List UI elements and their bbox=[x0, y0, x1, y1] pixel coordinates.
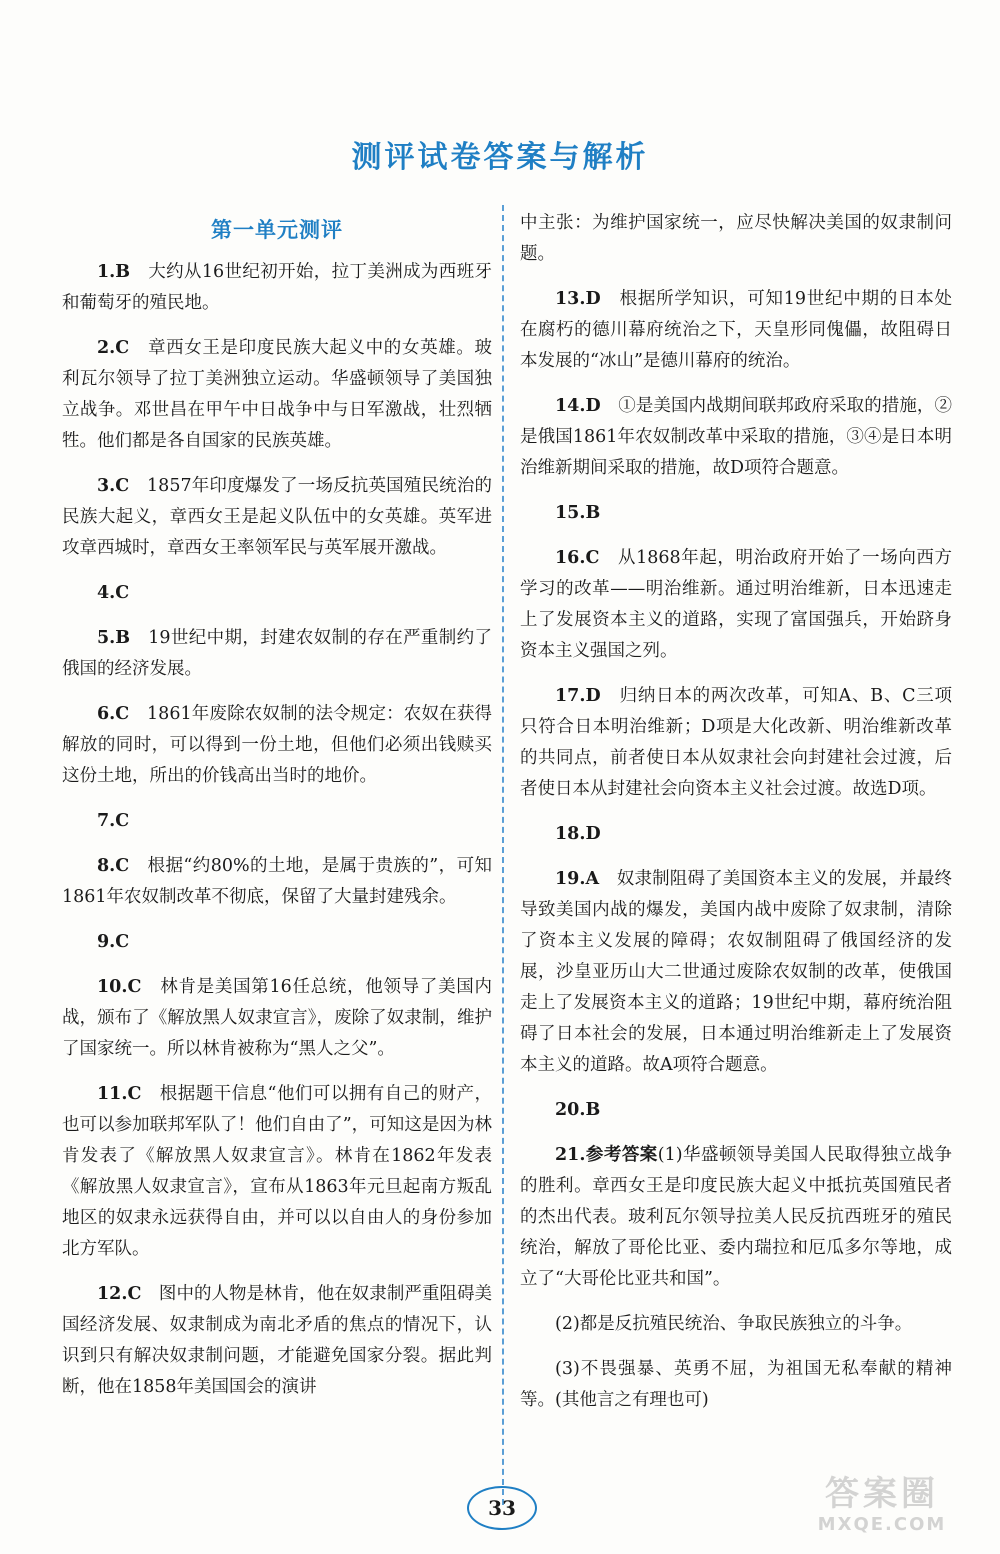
answer-number: 12.C bbox=[97, 1284, 142, 1304]
left-column bbox=[62, 208, 492, 1417]
answer-number: 19.A bbox=[555, 869, 600, 889]
answer-item bbox=[62, 623, 492, 685]
answer-number: 10.C bbox=[97, 977, 142, 997]
answer-item bbox=[520, 1309, 952, 1340]
answer-item bbox=[62, 1279, 492, 1403]
answer-number: 7.C bbox=[97, 811, 130, 831]
left-answer-list bbox=[62, 257, 492, 1403]
answer-explanation: (2)都是反抗殖民统治、争取民族独立的斗争。 bbox=[555, 1314, 913, 1334]
answer-explanation: 根据所学知识，可知19世纪中期的日本处在腐朽的德川幕府统治之下，天皇形同傀儡，故阻碍日本发展的“冰山”是德川幕府的统治。 bbox=[520, 289, 952, 371]
answer-item bbox=[62, 257, 492, 319]
answer-number: 3.C bbox=[97, 476, 130, 496]
answer-explanation: 大约从16世纪初开始，拉丁美洲成为西班牙和葡萄牙的殖民地。 bbox=[62, 262, 492, 313]
answer-explanation: 1857年印度爆发了一场反抗英国殖民统治的民族大起义，章西女王是起义队伍中的女英雄。英军进攻章西城时，章西女王率领军民与英军展开激战。 bbox=[62, 476, 492, 558]
answer-item bbox=[520, 284, 952, 377]
right-answer-list bbox=[520, 284, 952, 1416]
answer-number: 17.D bbox=[555, 686, 601, 706]
right-column bbox=[520, 208, 952, 1430]
answer-number: 5.B bbox=[97, 628, 131, 648]
answer-number: 4.C bbox=[97, 583, 130, 603]
answer-item bbox=[520, 391, 952, 484]
answer-number: 6.C bbox=[97, 704, 130, 724]
answer-explanation: 林肯是美国第16任总统，他领导了美国内战，颁布了《解放黑人奴隶宣言》，废除了奴隶制，维护了国家统一。所以林肯被称为“黑人之父”。 bbox=[62, 977, 492, 1059]
answer-explanation: (1)华盛顿领导美国人民取得独立战争的胜利。章西女王是印度民族大起义中抵抗英国殖民者的杰出代表。玻利瓦尔领导拉美人民反抗西班牙的殖民统治，解放了哥伦比亚、委内瑞拉和厄瓜多尔等地，成立了“大哥伦比亚共和国”。 bbox=[520, 1145, 952, 1289]
answer-item bbox=[520, 1095, 952, 1126]
answer-item bbox=[520, 864, 952, 1081]
answer-number: 16.C bbox=[555, 548, 600, 568]
answer-number: 9.C bbox=[97, 932, 130, 952]
answer-explanation: 1861年废除农奴制的法令规定：农奴在获得解放的同时，可以得到一份土地，但他们必须出钱赎买这份土地，所出的价钱高出当时的地价。 bbox=[62, 704, 492, 786]
answer-explanation: 奴隶制阻碍了美国资本主义的发展，并最终导致美国内战的爆发，美国内战中废除了奴隶制，清除了资本主义发展的障碍；农奴制阻碍了俄国经济的发展，沙皇亚历山大二世通过废除农奴制的改革，使俄国走上了发展资本主义的道路；19世纪中期，幕府统治阻碍了日本社会的发展，日本通过明治维新走上了发展资本主义的道路。故A项符合题意。 bbox=[520, 869, 952, 1075]
answer-number: 2.C bbox=[97, 338, 130, 358]
answer-explanation: 从1868年起，明治政府开始了一场向西方学习的改革——明治维新。通过明治维新，日本迅速走上了发展资本主义的道路，实现了富国强兵，开始跻身资本主义强国之列。 bbox=[520, 548, 952, 661]
answer-number: 13.D bbox=[555, 289, 601, 309]
answer-explanation: 归纳日本的两次改革，可知A、B、C三项只符合日本明治维新；D项是大化改新、明治维新改革的共同点，前者使日本从奴隶社会向封建社会过渡，后者使日本从封建社会向资本主义社会过渡。故选D项。 bbox=[520, 686, 952, 799]
answer-item bbox=[62, 471, 492, 564]
answer-item bbox=[62, 927, 492, 958]
answer-item bbox=[62, 578, 492, 609]
answer-explanation: 根据题干信息“他们可以拥有自己的财产，也可以参加联邦军队了！他们自由了”，可知这是因为林肯发表了《解放黑人奴隶宣言》。林肯在1862年发表《解放黑人奴隶宣言》，宣布从1863年元旦起南方叛乱地区的奴隶永远获得自由，并可以以自由人的身份参加北方军队。 bbox=[62, 1084, 492, 1259]
answer-explanation: 图中的人物是林肯，他在奴隶制严重阻碍美国经济发展、奴隶制成为南北矛盾的焦点的情况下，认识到只有解决奴隶制问题，才能避免国家分裂。据此判断，他在1858年美国国会的演讲 bbox=[62, 1284, 492, 1397]
answer-item bbox=[62, 851, 492, 913]
answer-number: 8.C bbox=[97, 856, 130, 876]
answer-explanation: 章西女王是印度民族大起义中的女英雄。玻利瓦尔领导了拉丁美洲独立运动。华盛顿领导了美国独立战争。邓世昌在甲午中日战争中与日军激战，壮烈牺牲。他们都是各自国家的民族英雄。 bbox=[62, 338, 492, 451]
answer-item bbox=[520, 681, 952, 805]
answer-item bbox=[520, 498, 952, 529]
column-divider bbox=[502, 205, 504, 1505]
watermark-logo: 答案圈 MXQE.COM bbox=[817, 1474, 947, 1535]
page-title: 测评试卷答案与解析 bbox=[351, 140, 649, 175]
section-title: 第一单元测评 bbox=[211, 217, 343, 242]
answer-item bbox=[62, 1079, 492, 1265]
continued-answer-text: 中主张：为维护国家统一，应尽快解决美国的奴隶制问题。 bbox=[520, 213, 952, 264]
answer-number: 20.B bbox=[555, 1100, 601, 1120]
answer-number: 21.参考答案 bbox=[555, 1145, 658, 1165]
answer-number: 1.B bbox=[97, 262, 131, 282]
answer-explanation: (3)不畏强暴、英勇不屈，为祖国无私奉献的精神等。(其他言之有理也可) bbox=[520, 1359, 952, 1410]
answer-item bbox=[62, 699, 492, 792]
answer-item bbox=[520, 543, 952, 667]
answer-number: 11.C bbox=[97, 1084, 142, 1104]
answer-explanation: 根据“约80%的土地，是属于贵族的”，可知1861年农奴制改革不彻底，保留了大量封建残余。 bbox=[62, 856, 492, 907]
answer-explanation: 19世纪中期，封建农奴制的存在严重制约了俄国的经济发展。 bbox=[62, 628, 492, 679]
answer-item bbox=[520, 819, 952, 850]
answer-item bbox=[62, 806, 492, 837]
answer-number: 15.B bbox=[555, 503, 601, 523]
page-number: 33 bbox=[467, 1486, 537, 1530]
answer-item bbox=[62, 333, 492, 457]
answer-item bbox=[62, 972, 492, 1065]
answer-item bbox=[520, 1354, 952, 1416]
answer-number: 14.D bbox=[555, 396, 601, 416]
answer-explanation: ①是美国内战期间联邦政府采取的措施，②是俄国1861年农奴制改革中采取的措施，③④是日本明治维新期间采取的措施，故D项符合题意。 bbox=[520, 396, 952, 478]
answer-number: 18.D bbox=[555, 824, 601, 844]
answer-item bbox=[520, 1140, 952, 1295]
